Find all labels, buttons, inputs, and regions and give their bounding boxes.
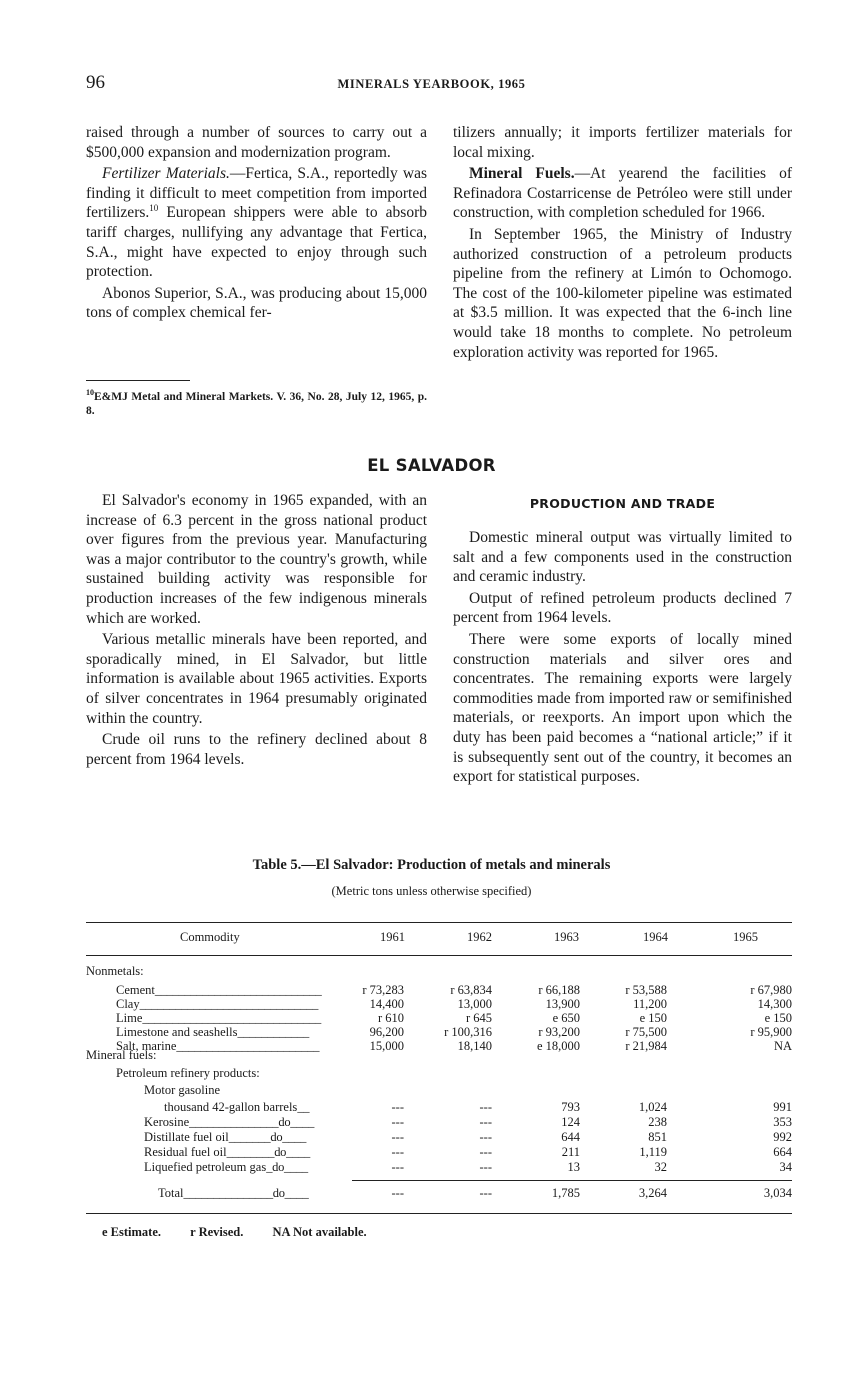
- table-cell: 15,000: [369, 1039, 404, 1053]
- commodity-name: Kerosine: [144, 1115, 190, 1129]
- table-cell: e 18,000: [536, 1039, 580, 1053]
- footnote-ref: 10: [149, 203, 159, 214]
- table-cell: e 650: [552, 1011, 580, 1025]
- commodity-name: Liquefied petroleum gas: [144, 1160, 267, 1174]
- right-column-section: [453, 528, 792, 789]
- total-cell: 1,785: [551, 1186, 580, 1200]
- paragraph: Output of refined petroleum products declined 7 percent from 1964 levels.: [453, 589, 792, 627]
- dot-leader: ________________________: [176, 1039, 320, 1053]
- dot-leader: __: [297, 1100, 310, 1114]
- right-column-top: [453, 123, 792, 364]
- section-title: EL SALVADOR: [367, 456, 496, 475]
- table-cell: r 75,500: [625, 1025, 667, 1039]
- commodity-name: Limestone and seashells: [116, 1025, 238, 1039]
- table-cell: r 21,984: [625, 1039, 667, 1053]
- column-header-1965: 1965: [733, 930, 758, 944]
- table-cell: 664: [773, 1145, 792, 1159]
- commodity-name: Distillate fuel oil: [144, 1130, 229, 1144]
- commodity-name: Cement: [116, 983, 155, 997]
- legend-estimate: e Estimate.: [102, 1225, 162, 1239]
- commodity-name: thousand 42-gallon barrels: [164, 1100, 298, 1114]
- table-bottom-rule: [86, 1213, 792, 1214]
- table-cell: 353: [773, 1115, 792, 1129]
- run-in-heading: Mineral Fuels.: [469, 165, 575, 183]
- left-column-top: [86, 123, 427, 325]
- paragraph: raised through a number of sources to carry out a $500,000 expansion and modernization program.: [86, 124, 427, 161]
- table-cell: r 53,588: [625, 983, 667, 997]
- table-cell: 13: [567, 1160, 580, 1174]
- total-row-label: [158, 1186, 350, 1200]
- table-cell: r 67,980: [750, 983, 792, 997]
- paragraph: Abonos Superior, S.A., was producing about 15,000 tons of complex chemical fer-: [86, 284, 427, 322]
- row-label: [116, 1025, 350, 1039]
- row-label: [116, 983, 350, 997]
- table-cell: ---: [479, 1160, 492, 1174]
- table-cell: 11,200: [633, 997, 667, 1011]
- dot-leader: _do____: [266, 1160, 308, 1174]
- table-cell: r 73,283: [362, 983, 404, 997]
- table-cell: r 610: [377, 1011, 404, 1025]
- total-cell: 3,264: [638, 1186, 667, 1200]
- paragraph: El Salvador's economy in 1965 expanded, with an increase of 6.3 percent in the gross national product over figures from the previous year. Manufacturing was a major contributor to the country's growth, while sustained building activity was responsible for production increases of the few indigenous minerals which are worked.: [86, 492, 427, 627]
- group-label-motor-gasoline: Motor gasoline: [144, 1083, 221, 1097]
- paragraph-text: —Fertica, S.A., reportedly was finding it difficult to meet competition from imported fertilizers.: [86, 165, 427, 222]
- footnote: [86, 390, 427, 418]
- legend-not-available: NA Not available.: [272, 1225, 367, 1239]
- group-label-nonmetals: Nonmetals:: [86, 964, 144, 978]
- dot-leader: _______________do____: [189, 1115, 315, 1129]
- left-column-section: [86, 491, 427, 771]
- paragraph-text: —At yearend the facilities of Refinadora Costarricense de Petróleo were still under construction, with completion scheduled for 1966.: [453, 165, 792, 222]
- group-label-mineral-fuels: Mineral fuels:: [86, 1048, 157, 1062]
- table-cell: ---: [391, 1115, 404, 1129]
- commodity-name: Clay: [116, 997, 140, 1011]
- column-header-1964: 1964: [643, 930, 668, 944]
- dot-leader: ________do____: [226, 1145, 310, 1159]
- row-label: [144, 1115, 350, 1129]
- table-cell: 124: [561, 1115, 580, 1129]
- table-cell: 211: [561, 1145, 580, 1159]
- column-header-1961: 1961: [380, 930, 405, 944]
- table-subtitle: (Metric tons unless otherwise specified): [331, 884, 532, 898]
- footnote-number: 10: [86, 388, 94, 398]
- table-legend: [102, 1225, 393, 1240]
- column-header-1962: 1962: [467, 930, 492, 944]
- table-cell: ---: [391, 1100, 404, 1114]
- dot-leader: _______do____: [228, 1130, 307, 1144]
- table-cell: 14,400: [369, 997, 404, 1011]
- table-cell: e 150: [764, 1011, 792, 1025]
- paragraph: There were some exports of locally mined construction materials and silver ores and concentrates. The remaining exports were largely commodities made from imported raw or semifinished materials, or reexports. An import upon which the duty has been paid becomes a “national article;” if it is subsequently sent out of the country, it becomes an export for statistical purposes.: [453, 630, 792, 786]
- dot-leader: ______________________________: [139, 997, 319, 1011]
- table-title: Table 5.—El Salvador: Production of metals and minerals: [252, 857, 611, 873]
- table-cell: ---: [479, 1130, 492, 1144]
- dot-leader: ____________________________: [154, 983, 322, 997]
- table-cell: 991: [773, 1100, 792, 1114]
- total-cell: 3,034: [763, 1186, 792, 1200]
- table-cell: ---: [391, 1160, 404, 1174]
- table-cell: 13,900: [545, 997, 580, 1011]
- table-cell: 32: [654, 1160, 667, 1174]
- total-cell: ---: [479, 1186, 492, 1200]
- footnote-text: E&MJ Metal and Mineral Markets. V. 36, No. 28, July 12, 1965, p. 8.: [86, 391, 427, 417]
- paragraph: Crude oil runs to the refinery declined about 8 percent from 1964 levels.: [86, 731, 427, 768]
- table-cell: r 66,188: [538, 983, 580, 997]
- table-cell: ---: [391, 1130, 404, 1144]
- table-cell: 238: [648, 1115, 667, 1129]
- column-header-commodity: Commodity: [180, 930, 240, 944]
- commodity-name: Residual fuel oil: [144, 1145, 227, 1159]
- table-cell: 34: [779, 1160, 792, 1174]
- row-label: [144, 1160, 350, 1174]
- paragraph-fertilizer: [86, 164, 427, 282]
- table-cell: ---: [479, 1115, 492, 1129]
- paragraph: In September 1965, the Ministry of Industry authorized construction of a petroleum products pipeline from the refinery at Limón to Ochomogo. The cost of the 100-kilometer pipeline was estimated at $3.5 million. It was expected that the 6-inch line would take 18 months to complete. No petroleum exploration activity was reported for 1965.: [453, 225, 792, 361]
- running-title: MINERALS YEARBOOK, 1965: [337, 77, 526, 91]
- paragraph: Domestic mineral output was virtually limited to salt and a few components used in the construction and ceramic industry.: [453, 529, 792, 586]
- table-cell: r 63,834: [450, 983, 492, 997]
- run-in-heading: Fertilizer Materials.: [102, 165, 230, 183]
- table-cell: 851: [648, 1130, 667, 1144]
- paragraph-text: European shippers were able to absorb tariff charges, nullifying any advantage that Fertica, S.A., might have expected to enjoy through such protection.: [86, 204, 427, 281]
- group-label-petroleum: Petroleum refinery products:: [116, 1066, 260, 1080]
- table-cell: 992: [773, 1130, 792, 1144]
- table-cell: ---: [479, 1145, 492, 1159]
- paragraph-mineral-fuels: [453, 164, 792, 223]
- dot-leader: ______________________________: [142, 1011, 321, 1025]
- dot-leader: ____________: [237, 1025, 309, 1039]
- footnote-rule: [86, 380, 190, 381]
- row-label: [164, 1100, 350, 1114]
- total-rule: [352, 1180, 792, 1181]
- table-cell: 18,140: [457, 1039, 492, 1053]
- commodity-name: Total: [158, 1186, 184, 1200]
- table-cell: r 93,200: [538, 1025, 580, 1039]
- table-cell: e 150: [639, 1011, 667, 1025]
- table-cell: ---: [479, 1100, 492, 1114]
- table-cell: 1,119: [639, 1145, 667, 1159]
- table-cell: 13,000: [457, 997, 492, 1011]
- table-top-rule: [86, 922, 792, 923]
- table-cell: ---: [391, 1145, 404, 1159]
- row-label: [144, 1145, 350, 1159]
- table-cell: 14,300: [757, 997, 792, 1011]
- table-cell: 793: [561, 1100, 580, 1114]
- subheading: PRODUCTION AND TRADE: [529, 496, 716, 511]
- row-label: [116, 1011, 350, 1025]
- table-cell: 644: [561, 1130, 580, 1144]
- table-cell: NA: [773, 1039, 792, 1053]
- total-cell: ---: [391, 1186, 404, 1200]
- legend-revised: r Revised.: [190, 1225, 244, 1239]
- paragraph: Various metallic minerals have been reported, and sporadically mined, in El Salvador, but little information is available about 1965 activities. Exports of silver concentrates in 1964 presumably originated within the country.: [86, 631, 427, 727]
- row-label: [116, 1039, 350, 1053]
- table-cell: r 95,900: [750, 1025, 792, 1039]
- row-label: [144, 1130, 350, 1144]
- commodity-name: Lime: [116, 1011, 143, 1025]
- table-cell: r 100,316: [444, 1025, 492, 1039]
- table-cell: r 645: [465, 1011, 492, 1025]
- table-cell: 96,200: [369, 1025, 404, 1039]
- commodity-name: Salt, marine: [116, 1039, 177, 1053]
- table-cell: 1,024: [638, 1100, 667, 1114]
- row-label: [116, 997, 350, 1011]
- paragraph: tilizers annually; it imports fertilizer materials for local mixing.: [453, 124, 792, 161]
- dot-leader: _______________do____: [183, 1186, 309, 1200]
- column-header-1963: 1963: [554, 930, 579, 944]
- page-number: 96: [86, 72, 105, 93]
- table-header-rule: [86, 955, 792, 956]
